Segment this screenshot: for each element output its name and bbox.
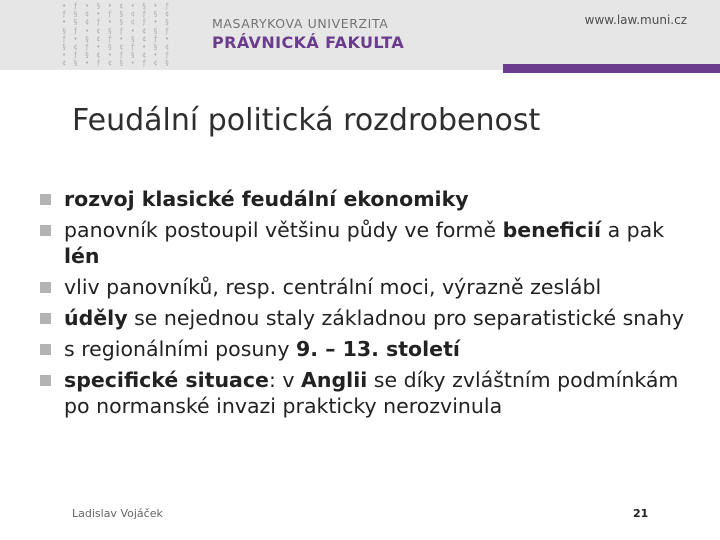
bullet-text: se nejednou staly základnou pro separatistické snahy xyxy=(127,306,684,330)
bullet-marker xyxy=(40,344,51,355)
header-accent-bar xyxy=(503,64,720,73)
faculty-name: PRÁVNICKÁ FAKULTA xyxy=(212,33,405,52)
bullet-text: vliv panovníků, resp. centrální moci, výrazně zeslábl xyxy=(64,275,602,299)
slide-title: Feudální politická rozdrobenost xyxy=(72,103,541,138)
bullet-text: panovník postoupil většinu půdy ve formě xyxy=(64,218,503,242)
bullet-text-bold: 9. – 13. století xyxy=(296,337,460,361)
bullet-text-bold: lén xyxy=(64,244,100,268)
bullet-marker xyxy=(40,225,51,236)
bullet-text: s regionálními posuny xyxy=(64,337,297,361)
bullet-text: : v xyxy=(268,368,302,392)
footer-author: Ladislav Vojáček xyxy=(72,507,163,520)
university-logo-pattern: • ƒ • § • ¢ • § • ƒ ƒ § ¢ • ƒ § ¢ ƒ § ¢ • § ¢ ƒ • § ¢ ƒ • § § ƒ • ¢ § ƒ • ¢ § ƒ ƒ • § ¢ ƒ • § ¢ ƒ • § ¢ ƒ • § ¢ ƒ • § ¢ • ƒ § ¢ • ƒ § ¢ • ƒ ¢ § • ƒ ¢ § • ƒ ¢ § xyxy=(62,2,171,68)
bullet-item xyxy=(40,367,700,419)
header-bar xyxy=(0,0,720,70)
bullet-marker xyxy=(40,375,51,386)
page-number: 21 xyxy=(633,507,649,520)
bullet-item xyxy=(40,274,700,300)
bullet-text-bold: rozvoj klasické feudální ekonomiky xyxy=(64,187,469,211)
bullet-text-bold: beneficií xyxy=(502,218,602,242)
bullet-item xyxy=(40,336,700,362)
bullet-text-bold: úděly xyxy=(64,306,128,330)
bullet-marker xyxy=(40,313,51,324)
bullet-text-bold: specifické situace xyxy=(64,368,269,392)
bullet-item xyxy=(40,305,700,331)
university-name: MASARYKOVA UNIVERZITA xyxy=(212,16,389,31)
bullet-marker xyxy=(40,194,51,205)
bullet-text: se díky zvláštním podmínkám po normanské invazi prakticky nerozvinula xyxy=(64,368,679,418)
bullet-marker xyxy=(40,282,51,293)
bullet-item xyxy=(40,186,700,212)
bullet-text-bold: Anglii xyxy=(301,368,368,392)
website-url[interactable]: www.law.muni.cz xyxy=(584,13,687,27)
bullet-list xyxy=(40,186,700,424)
bullet-text: a pak xyxy=(601,218,665,242)
bullet-item xyxy=(40,217,700,269)
